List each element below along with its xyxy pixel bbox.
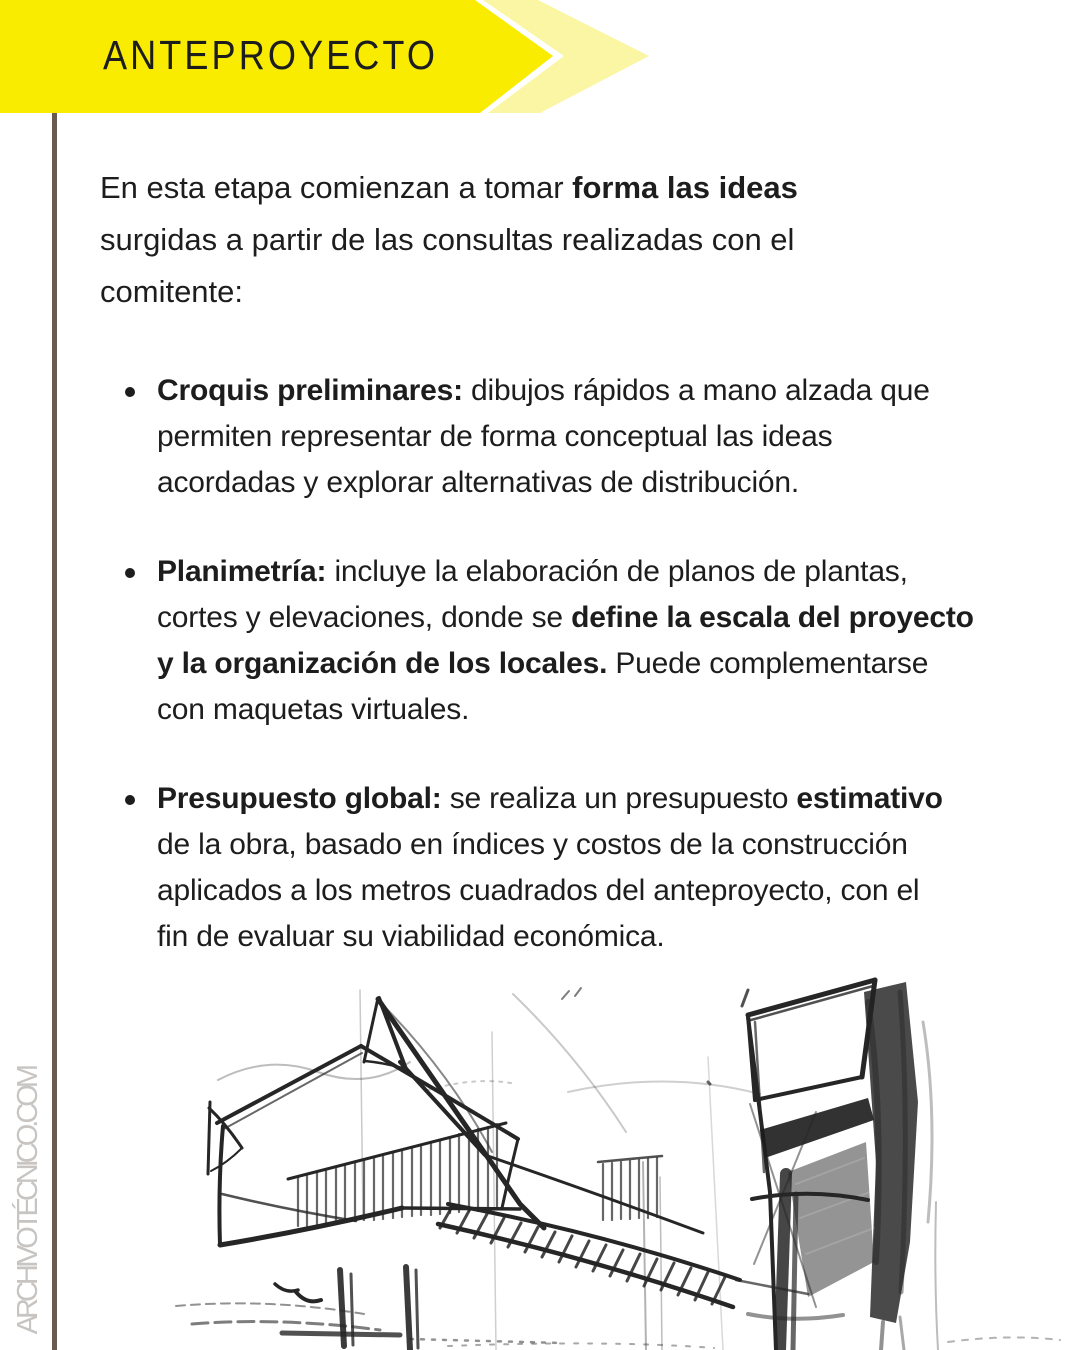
page-title: ANTEPROYECTO bbox=[103, 32, 439, 78]
text-line bbox=[100, 214, 798, 266]
bullet-item-croquis bbox=[123, 368, 974, 506]
text-segment: acordadas y explorar alternativas de distribución. bbox=[157, 466, 800, 499]
text-line bbox=[157, 687, 974, 733]
text-line bbox=[157, 595, 974, 641]
sketch-strokes bbox=[176, 980, 1060, 1350]
text-segment: surgidas a partir de las consultas realizadas con el bbox=[100, 222, 795, 257]
text-segment: cortes y elevaciones, donde se bbox=[157, 601, 572, 634]
bullet-dot bbox=[125, 795, 135, 805]
text-segment: En esta etapa comienzan a tomar bbox=[100, 170, 573, 205]
text-line bbox=[157, 368, 930, 414]
text-segment-bold: Croquis preliminares: bbox=[157, 374, 463, 407]
bullet-list bbox=[123, 368, 974, 1003]
bullet-text bbox=[157, 549, 974, 733]
text-segment: aplicados a los metros cuadrados del anteproyecto, con el bbox=[157, 874, 920, 907]
text-line bbox=[100, 162, 798, 214]
text-segment-bold: y la organización de los locales. bbox=[157, 647, 608, 680]
title-banner bbox=[0, 0, 680, 113]
text-segment-bold: forma las ideas bbox=[572, 170, 798, 205]
text-segment-bold: define la escala del proyecto bbox=[571, 601, 974, 634]
text-line bbox=[157, 868, 943, 914]
bullet-item-planimetria bbox=[123, 549, 974, 733]
text-segment-bold: estimativo bbox=[796, 782, 943, 815]
text-line bbox=[157, 914, 943, 960]
text-line bbox=[157, 549, 974, 595]
text-segment-bold: Presupuesto global: bbox=[157, 782, 442, 815]
text-segment: Puede complementarse bbox=[607, 647, 929, 680]
text-segment: con maquetas virtuales. bbox=[157, 693, 470, 726]
text-segment: de la obra, basado en índices y costos de la construcción bbox=[157, 828, 908, 861]
text-segment: incluye la elaboración de planos de plantas, bbox=[326, 555, 908, 588]
bullet-item-presupuesto bbox=[123, 776, 974, 960]
text-segment: dibujos rápidos a mano alzada que bbox=[462, 374, 930, 407]
text-segment: fin de evaluar su viabilidad económica. bbox=[157, 920, 665, 953]
vertical-accent-line bbox=[52, 113, 57, 1350]
text-line bbox=[100, 266, 798, 318]
text-segment: se realiza un presupuesto bbox=[441, 782, 797, 815]
text-line bbox=[157, 822, 943, 868]
bullet-dot bbox=[125, 387, 135, 397]
text-line bbox=[157, 414, 930, 460]
text-line bbox=[157, 460, 930, 506]
watermark-text: ARCHIVOTÉCNICO.COM bbox=[12, 1067, 44, 1334]
bullet-text bbox=[157, 368, 930, 506]
intro-paragraph bbox=[100, 162, 798, 318]
text-segment: comitente: bbox=[100, 274, 244, 309]
text-segment: permiten representar de forma conceptual las ideas bbox=[157, 420, 833, 453]
bullet-text bbox=[157, 776, 943, 960]
text-line bbox=[157, 776, 943, 822]
text-segment-bold: Planimetría: bbox=[157, 555, 327, 588]
bullet-dot bbox=[125, 568, 135, 578]
architecture-sketch-image bbox=[148, 962, 1065, 1350]
text-line bbox=[157, 641, 974, 687]
